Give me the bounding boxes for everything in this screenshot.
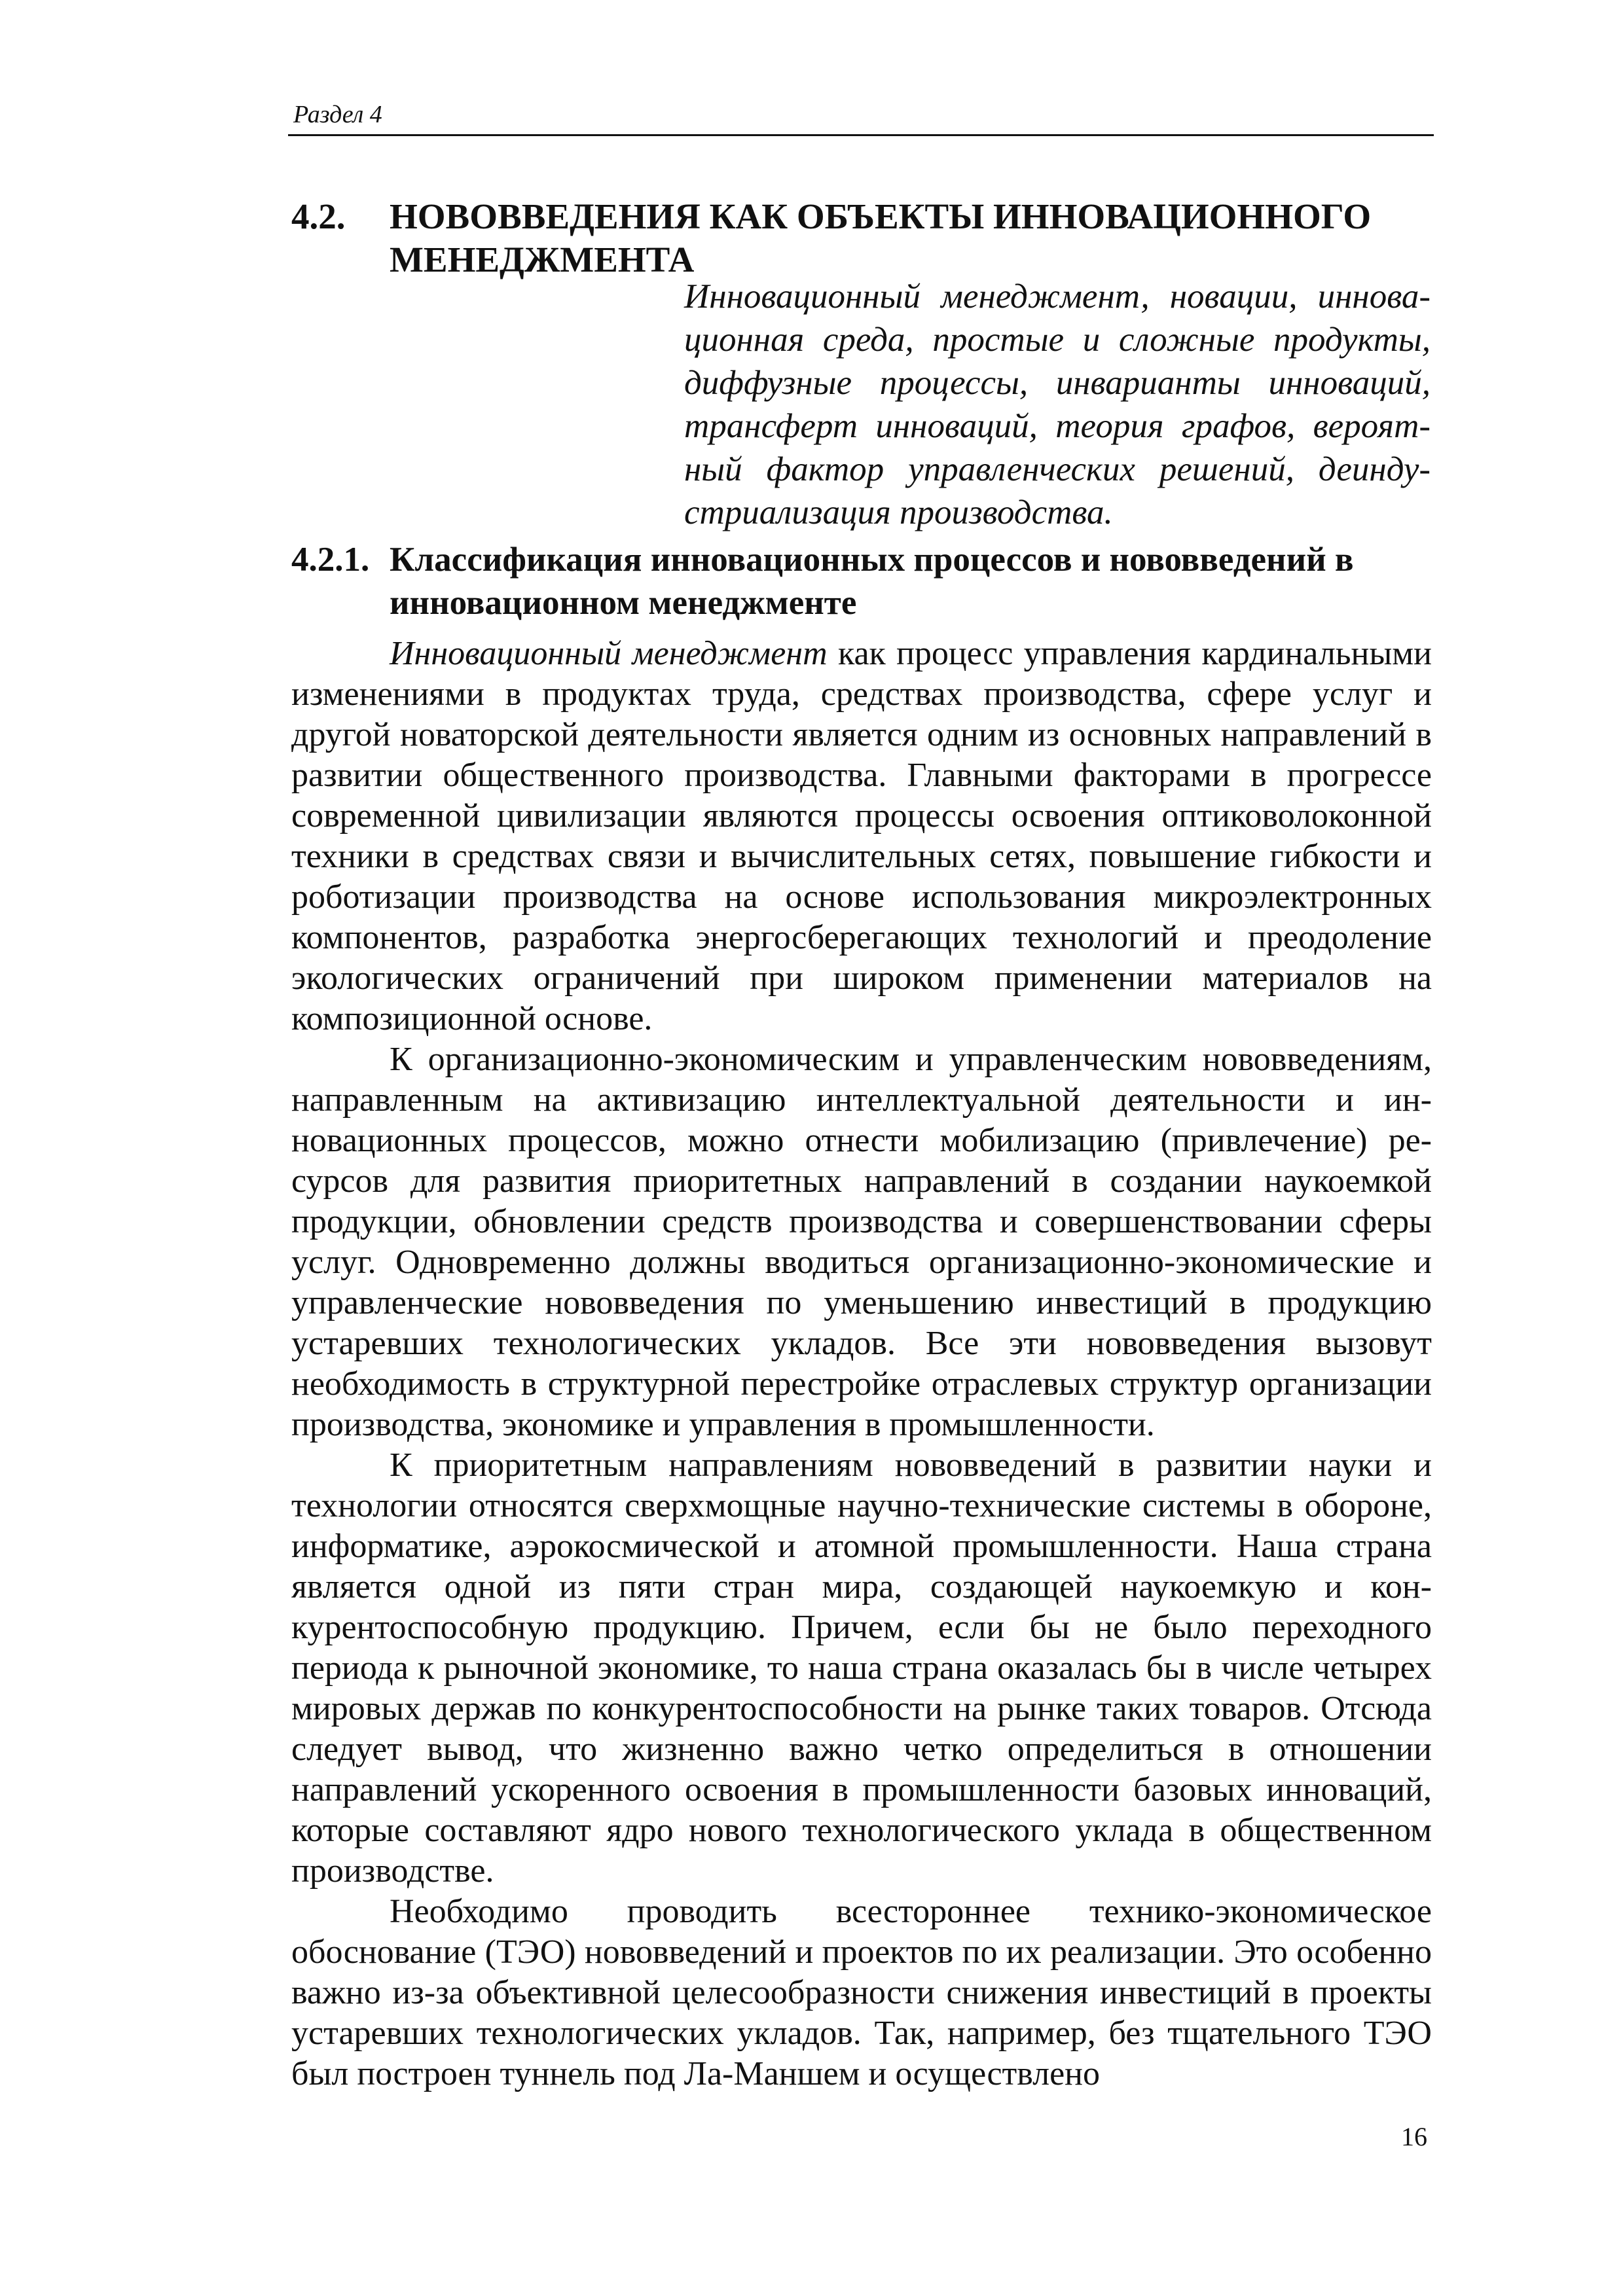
subsection-number: 4.2.1. <box>291 541 370 579</box>
body-text <box>291 634 1432 2094</box>
header-rule <box>288 134 1434 136</box>
paragraph-3: К приоритетным направлениям нововведений в развитии науки и технологии относятся сверхмощные научно-технические системы в обороне, информатике, аэрокосмической и атомной промышленности. Наша страна является одной из пяти стран мира, создающей наукоемкую и конкурентоспособную продукцию. Причем, если бы не было переходного периода к рыночной экономике, то наша страна оказалась бы в числе четырех мировых держав по конкурентоспособности на рынке таких товаров. Отсюда следует вывод, что жизненно важно четко определиться в отношении направлений ускоренного освоения в промышленности базовых инноваций, которые составляют ядро нового технологического уклада в общественном производстве. <box>291 1446 1432 1890</box>
page-number: 16 <box>1401 2122 1427 2151</box>
paragraph-1-lead-term: Инновационный менеджмент <box>390 635 828 672</box>
subsection-title: Классификация инновационных процессов и нововведений в инновационном менеджменте <box>390 541 1354 622</box>
paragraph-4: Необходимо проводить всестороннее технико-экономическое обоснование (ТЭО) нововведений и проектов по их реализации. Это особенно важно из-за объективной целесообразности снижения инвестиций в проекты устаревших технологических укладов. Так, например, без тщательного ТЭО был построен туннель под Ла-Маншем и осуществлено <box>291 1893 1432 2092</box>
section-title: НОВОВВЕДЕНИЯ КАК ОБЪЕКТЫ ИННОВАЦИОННОГО МЕНЕДЖМЕНТА <box>390 196 1372 279</box>
section-number: 4.2. <box>291 196 346 236</box>
section-keywords: Инновационный менеджмент, новации, инновационная среда, простые и сложные продукты, диффузные процессы, инварианты инноваций, трансферт инноваций, теория графов, вероятный фактор управленческих решений, деиндустриализация производства. <box>684 278 1431 531</box>
paragraph-1-text: как процесс управления кардинальными изменениями в продуктах труда, средствах производства, сфере услуг и другой новаторской деятельности является одним из основных направлений в развитии общественного производства. Главными факторами в прогрессе современной цивилизации являются процессы освоения оптиковолоконной техники в средствах связи и вычислительных сетях, повышение гибкости и роботизации производства на основе использования микроэлектронных компонентов, разработка энергосберегающих технологий и преодоление экологических ограничений при широком применении материалов на композиционной основе. <box>291 635 1432 1037</box>
paragraph-2: К организационно-экономическим и управленческим нововведениям, направленным на активизацию интеллектуальной деятельности и инновационных процессов, можно отнести мобилизацию (привлечение) ресурсов для развития приоритетных направлений в создании наукоемкой продукции, обновлении средств производства и совершенствовании сферы услуг. Одновременно должны вводиться организационно-экономические и управленческие нововведения по уменьшению инвестиций в продукцию устаревших технологических укладов. Все эти нововведения вызовут необходимость в структурной перестройке отраслевых структур организации производства, экономике и управления в промышленности. <box>291 1041 1432 1443</box>
paragraph-1 <box>291 634 1432 1039</box>
running-head: Раздел 4 <box>293 101 382 128</box>
